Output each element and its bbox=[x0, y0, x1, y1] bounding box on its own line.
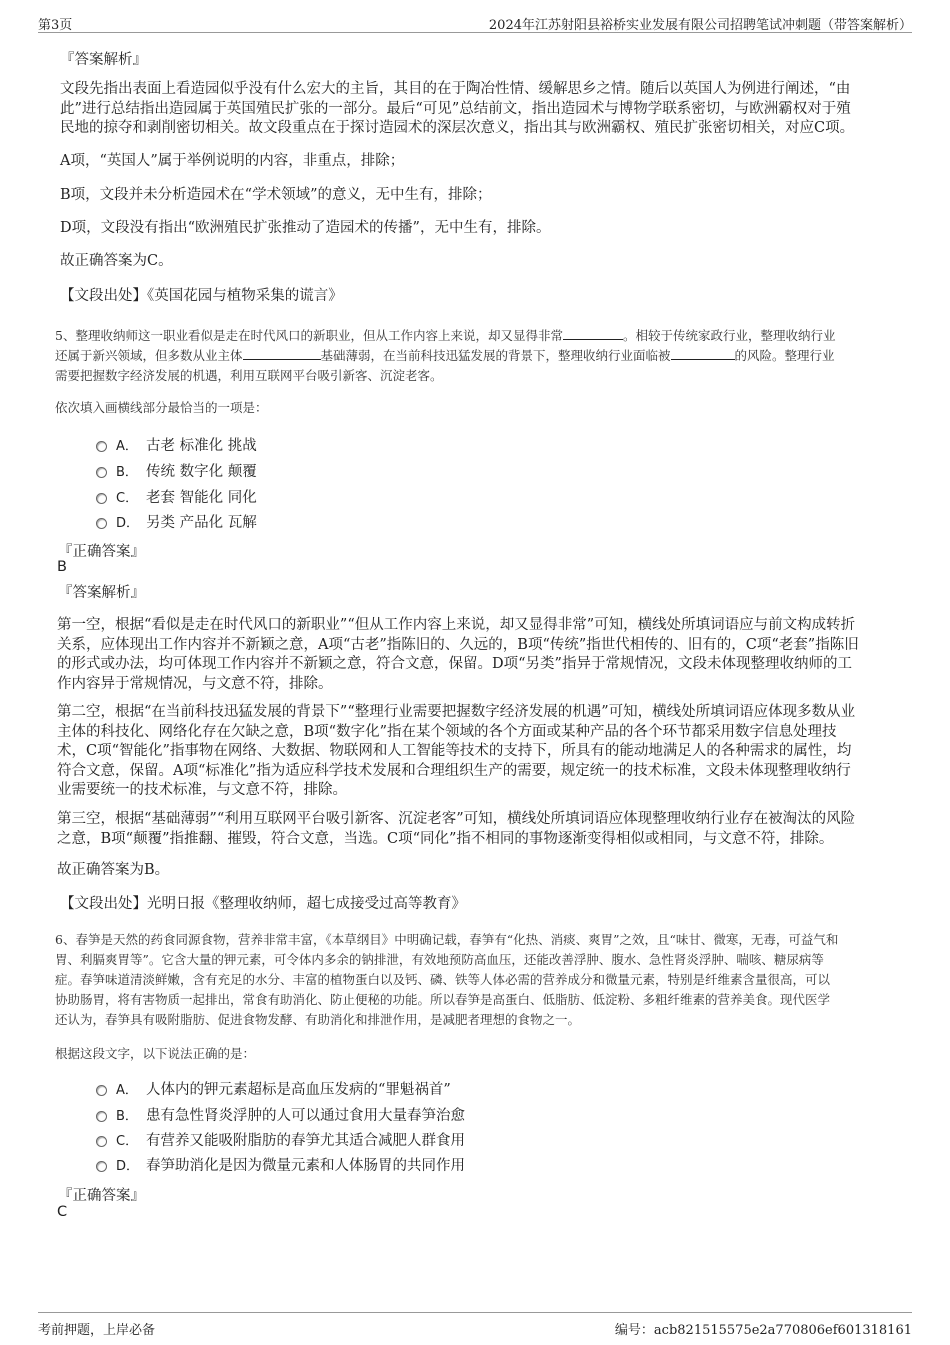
text-line: 症。春笋味道清淡鲜嫩，含有充足的水分、丰富的植物蛋白以及钙、磷、铁等人体必需的营养成分和微量元素，特别是纤维素含量很高，可以 bbox=[55, 972, 831, 987]
option-d[interactable]: D． 春笋助消化是因为微量元素和人体肠胃的共同作用 bbox=[96, 1155, 465, 1177]
option-b[interactable]: B． 患有急性肾炎浮肿的人可以通过食用大量春笋治愈 bbox=[96, 1105, 465, 1127]
text-line: 此”进行总结指出造园属于英国殖民扩张的一部分。最后“可见”总结前文，指出造园术与博物学联系密切，与欧洲霸权对于殖 bbox=[60, 100, 851, 117]
correct-answer-label: 『正确答案』 bbox=[58, 544, 145, 560]
page-header bbox=[38, 12, 912, 33]
source: 【文段出处】《英国花园与植物采集的谎言》 bbox=[60, 288, 343, 304]
analysis-option-d: D项，文段没有指出“欧洲殖民扩张推动了造园术的传播”，无中生有，排除。 bbox=[60, 220, 551, 236]
text-line: 业需要统一的技术标准，与文意不符，排除。 bbox=[57, 782, 347, 798]
text-line: 还属于新兴领域，但多数从业主体 基础薄弱，在当前科技迅猛发展的背景下，整理收纳行业面临被 的风险。整理行业 bbox=[55, 348, 835, 363]
analysis-paragraph-2 bbox=[57, 703, 893, 801]
question-stem bbox=[55, 326, 897, 386]
blank bbox=[243, 347, 321, 360]
text-line: 第一空，根据“看似是走在时代风口的新职业”“但从工作内容上来说，却又显得非常”可知，横线处所填词语应与前文构成转折 bbox=[57, 617, 856, 633]
page-footer bbox=[38, 1312, 912, 1339]
text-line: 主体的科技化、网络化存在欠缺之意，B项“数字化”指在某个领域的各个方面或某种产品的各个环节都采用数字信息处理技 bbox=[57, 723, 837, 740]
analysis-paragraph bbox=[60, 80, 896, 139]
page-number: 第3页 bbox=[38, 18, 73, 33]
text-line: 关系，应体现出工作内容并不新颖之意，A项“古老”指陈旧的、久远的，B项“传统”指世代相传的、旧有的，C项“老套”指陈旧 bbox=[57, 636, 859, 653]
text-line: 第二空，根据“在当前科技迅猛发展的背景下”“整理行业需要把握数字经济发展的机遇”可知，横线处所填词语应体现多数从业 bbox=[57, 704, 856, 720]
text-line: 之意，B项“颠覆”指推翻、摧毁，符合文意，当选。C项“同化”指不相同的事物逐渐变得相似或相同，与文意不符，排除。 bbox=[57, 830, 834, 847]
footer-slogan: 考前押题，上岸必备 bbox=[38, 1323, 156, 1338]
document-title: 2024年江苏射阳县裕桥实业发展有限公司招聘笔试冲刺题（带答案解析） bbox=[488, 18, 912, 33]
text-line: 符合文意，保留。A项“标准化”指为适应科学技术发展和合理组织生产的需要，规定统一的技术标准，文段未体现整理收纳行 bbox=[57, 762, 851, 779]
radio-icon[interactable] bbox=[96, 493, 107, 504]
analysis-label: 『答案解析』 bbox=[58, 585, 145, 601]
blank bbox=[563, 327, 623, 340]
radio-icon[interactable] bbox=[96, 1111, 107, 1122]
radio-icon[interactable] bbox=[96, 1161, 107, 1172]
correct-answer-label: 『正确答案』 bbox=[58, 1188, 145, 1204]
radio-icon[interactable] bbox=[96, 467, 107, 478]
source: 【文段出处】光明日报《整理收纳师，超七成接受过高等教育》 bbox=[60, 896, 466, 912]
text-line: 民地的掠夺和剥削密切相关。故文段重点在于探讨造园术的深层次意义，指出其与欧洲霸权、殖民扩张密切相关，对应C项。 bbox=[60, 120, 855, 136]
analysis-label: 『答案解析』 bbox=[60, 52, 147, 68]
text-line: 的形式或办法，均可体现工作内容并不新颖之意，符合文意，保留。D项“另类”指异于常规情况，文段未体现整理收纳师的工 bbox=[57, 656, 852, 672]
radio-icon[interactable] bbox=[96, 1085, 107, 1096]
text-line: 术，C项“智能化”指事物在网络、大数据、物联网和人工智能等技术的支持下，所具有的能动地满足人的各种需求的属性，均 bbox=[57, 743, 852, 759]
option-b[interactable]: B． 传统 数字化 颠覆 bbox=[96, 461, 257, 483]
option-a[interactable]: A． 古老 标准化 挑战 bbox=[96, 435, 257, 457]
conclusion: 故正确答案为B。 bbox=[57, 862, 170, 878]
text-line: 协助肠胃，将有害物质一起排出，常食有助消化、防止便秘的功能。所以春笋是高蛋白、低脂肪、低淀粉、多粗纤维素的营养美食。现代医学 bbox=[55, 992, 831, 1007]
document-id: 编号：acb821515575e2a770806ef601318161 bbox=[614, 1323, 912, 1338]
option-c[interactable]: C． 有营养又能吸附脂肪的春笋尤其适合减肥人群食用 bbox=[96, 1130, 465, 1152]
text-line: 还认为，春笋具有吸附脂肪、促进食物发酵、有助消化和排泄作用，是减肥者理想的食物之一。 bbox=[55, 1012, 581, 1027]
question-stem bbox=[55, 930, 897, 1030]
analysis-paragraph-3 bbox=[57, 810, 893, 849]
blank bbox=[671, 347, 735, 360]
text-line: 需要把握数字经济发展的机遇，利用互联网平台吸引新客、沉淀老客。 bbox=[55, 368, 443, 383]
text-line: 作内容异于常规情况，与文意不符，排除。 bbox=[57, 675, 333, 692]
option-d[interactable]: D． 另类 产品化 瓦解 bbox=[96, 512, 257, 534]
conclusion: 故正确答案为C。 bbox=[60, 253, 173, 269]
text-line: 胃、利膈爽胃等”。它含大量的钾元素，可令体内多余的钠排泄，有效地预防高血压，还能改善浮肿、腹水、急性肾炎浮肿、喘咳、糖尿病等 bbox=[55, 952, 824, 967]
correct-answer: C bbox=[57, 1204, 68, 1220]
radio-icon[interactable] bbox=[96, 441, 107, 452]
text-line: 5、整理收纳师这一职业看似是走在时代风口的新职业，但从工作内容上来说，却又显得非常 。相较于传统家政行业，整理收纳行业 bbox=[55, 328, 836, 343]
correct-answer: B bbox=[57, 559, 67, 575]
question-prompt: 依次填入画横线部分最恰当的一项是： bbox=[55, 400, 268, 415]
text-line: 文段先指出表面上看造园似乎没有什么宏大的主旨，其目的在于陶冶性情、缓解思乡之情。随后以英国人为例进行阐述，“由 bbox=[60, 81, 851, 97]
question-prompt: 根据这段文字，以下说法正确的是： bbox=[55, 1046, 256, 1061]
option-a[interactable]: A． 人体内的钾元素超标是高血压发病的“罪魁祸首” bbox=[96, 1079, 451, 1101]
text-line: 6、春笋是天然的药食同源食物，营养非常丰富，《本草纲目》中明确记载，春笋有“化热、消痰、爽胃”之效，且“味甘、微寒，无毒，可益气和 bbox=[55, 932, 839, 947]
radio-icon[interactable] bbox=[96, 518, 107, 529]
analysis-option-a: A项，“英国人”属于举例说明的内容，非重点，排除； bbox=[60, 153, 405, 169]
radio-icon[interactable] bbox=[96, 1136, 107, 1147]
analysis-option-b: B项，文段并未分析造园术在“学术领域”的意义，无中生有，排除； bbox=[60, 187, 492, 203]
text-line: 第三空，根据“基础薄弱”“利用互联网平台吸引新客、沉淀老客”可知，横线处所填词语应体现整理收纳行业存在被淘汰的风险 bbox=[57, 811, 856, 827]
analysis-paragraph-1 bbox=[57, 616, 893, 694]
option-c[interactable]: C． 老套 智能化 同化 bbox=[96, 487, 257, 509]
